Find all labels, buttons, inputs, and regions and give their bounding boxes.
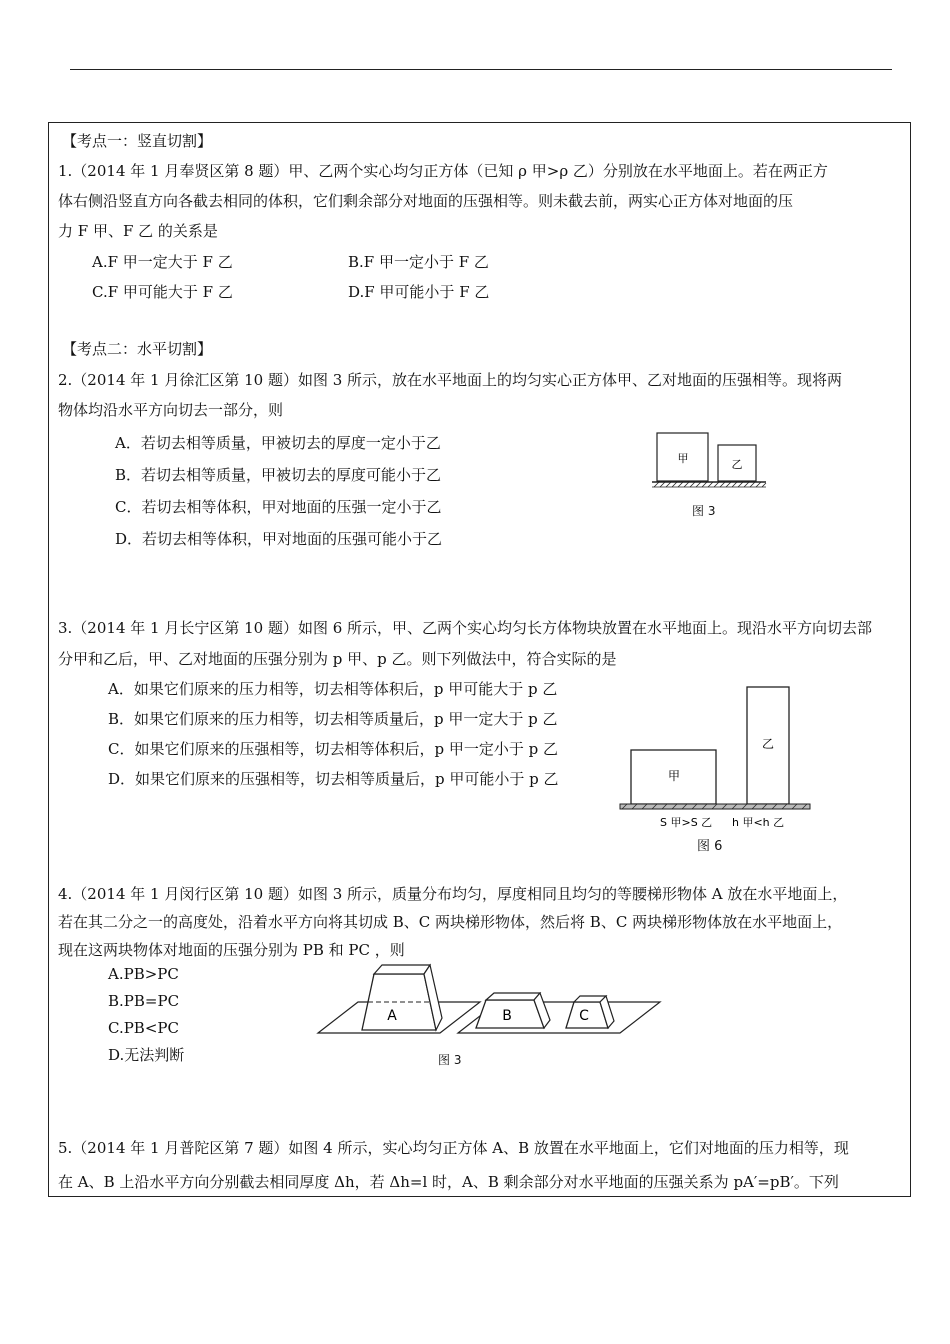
q4-figure-caption: 图 3 [438, 1053, 462, 1067]
q2-line-1: 2.（2014 年 1 月徐汇区第 10 题）如图 3 所示，放在水平地面上的均匀实心正方体甲、乙对地面的压强相等。现将两 [58, 371, 843, 389]
header-rule [70, 69, 892, 70]
q1-option-c: C.F 甲可能大于 F 乙 [92, 283, 233, 301]
q1-option-d: D.F 甲可能小于 F 乙 [348, 283, 490, 301]
q4-line-3: 现在这两块物体对地面的压强分别为 PB 和 PC ，则 [58, 941, 405, 959]
q2-figure [640, 425, 780, 495]
q3-figure-caption: 图 6 [697, 839, 723, 854]
label-yi: 乙 [761, 737, 775, 751]
q4-option-c: C.PB<PC [108, 1019, 179, 1037]
note-area: S 甲>S 乙 [660, 816, 713, 829]
q2-option-d: D．若切去相等体积，甲对地面的压强可能小于乙 [115, 530, 443, 548]
q2-option-a: A．若切去相等质量，甲被切去的厚度一定小于乙 [115, 434, 441, 452]
q2-option-b: B．若切去相等质量，甲被切去的厚度可能小于乙 [115, 466, 442, 484]
note-height: h 甲<h 乙 [732, 816, 785, 829]
label-b: B [502, 1008, 512, 1024]
q3-line-2: 分甲和乙后，甲、乙对地面的压强分别为 p 甲、p 乙。则下列做法中，符合实际的是 [58, 650, 617, 668]
q3-option-d: D．如果它们原来的压强相等，切去相等质量后，p 甲可能小于 p 乙 [108, 770, 559, 788]
q2-line-2: 物体均沿水平方向切去一部分，则 [58, 401, 284, 419]
label-jia: 甲 [667, 769, 681, 783]
q3-option-b: B．如果它们原来的压力相等，切去相等质量后，p 甲一定大于 p 乙 [108, 710, 558, 728]
q1-line-2: 体右侧沿竖直方向各截去相同的体积，它们剩余部分对地面的压强相等。则未截去前，两实心正方体对地面的压 [58, 192, 794, 210]
q5-line-2: 在 A、B 上沿水平方向分别截去相同厚度 Δh，若 Δh=l 时，A、B 剩余部分对水平地面的压强关系为 pA′=pB′。下列 [58, 1173, 839, 1191]
q1-line-1: 1.（2014 年 1 月奉贤区第 8 题）甲、乙两个实心均匀正方体（已知 ρ 甲>ρ 乙）分别放在水平地面上。若在两正方 [58, 162, 828, 180]
label-a: A [387, 1008, 397, 1024]
q1-line-3: 力 F 甲、F 乙 的关系是 [58, 222, 218, 240]
q4-line-2: 若在其二分之一的高度处，沿着水平方向将其切成 B、C 两块梯形物体，然后将 B、C 两块梯形物体放在水平地面上， [58, 913, 843, 931]
ground-bar [620, 804, 810, 809]
section-heading-1: 【考点一：竖直切割】 [62, 132, 213, 150]
q2-figure-caption: 图 3 [692, 504, 716, 518]
q4-line-1: 4.（2014 年 1 月闵行区第 10 题）如图 3 所示，质量分布均匀，厚度相同且均匀的等腰梯形物体 A 放在水平地面上， [58, 885, 848, 903]
q2-option-c: C．若切去相等体积，甲对地面的压强一定小于乙 [115, 498, 442, 516]
q1-option-a: A.F 甲一定大于 F 乙 [92, 253, 233, 271]
q1-option-b: B.F 甲一定小于 F 乙 [348, 253, 489, 271]
label-jia: 甲 [677, 452, 689, 465]
label-yi: 乙 [731, 458, 743, 471]
q3-figure [612, 680, 822, 830]
q4-option-a: A.PB>PC [108, 965, 179, 983]
q5-line-1: 5.（2014 年 1 月普陀区第 7 题）如图 4 所示，实心均匀正方体 A、B 放置在水平地面上，它们对地面的压力相等，现 [58, 1139, 849, 1157]
label-c: C [579, 1008, 589, 1024]
q4-figure [310, 960, 670, 1040]
q4-option-d: D.无法判断 [108, 1046, 185, 1064]
section-heading-2: 【考点二：水平切割】 [62, 340, 213, 358]
q4-option-b: B.PB=PC [108, 992, 180, 1010]
q3-option-c: C．如果它们原来的压强相等，切去相等体积后，p 甲一定小于 p 乙 [108, 740, 558, 758]
q3-option-a: A．如果它们原来的压力相等，切去相等体积后，p 甲可能大于 p 乙 [108, 680, 558, 698]
q3-line-1: 3.（2014 年 1 月长宁区第 10 题）如图 6 所示，甲、乙两个实心均匀长方体物块放置在水平地面上。现沿水平方向切去部 [58, 619, 873, 637]
